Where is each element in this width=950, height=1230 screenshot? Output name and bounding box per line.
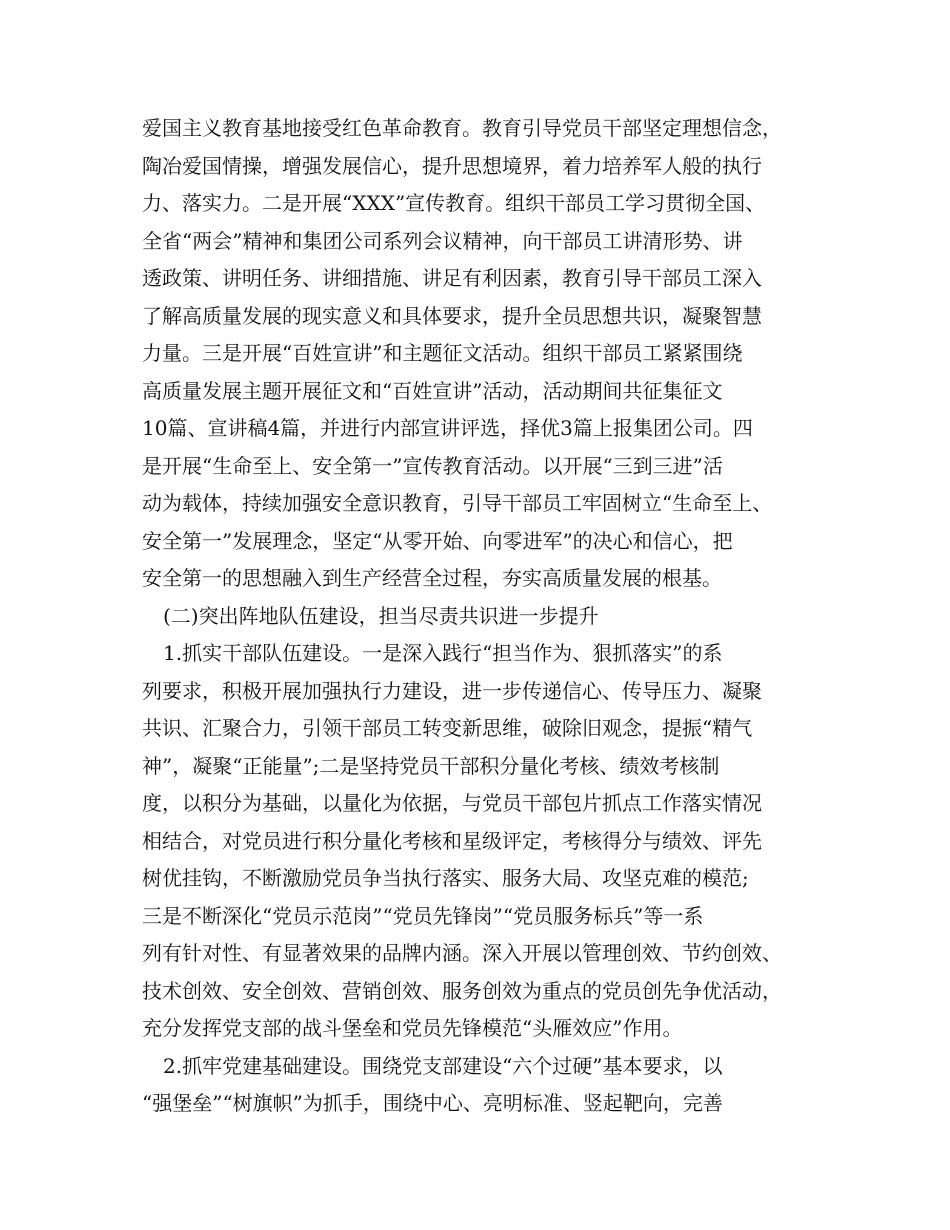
document-line: 力量。三是开展“百姓宣讲”和主题征文活动。组织干部员工紧紧围绕 (142, 341, 743, 365)
document-line: 相结合，对党员进行积分量化考核和星级评定，考核得分与绩效、评先 (142, 828, 762, 853)
document-line: 透政策、讲明任务、讲细措施、讲足有利因素，教育引导干部员工深入 (142, 266, 762, 290)
document-line: 动为载体，持续加强安全意识教育，引导干部员工牢固树立“生命至上、 (142, 491, 773, 515)
document-line: 全省“两会”精神和集团公司系列会议精神，向干部员工讲清形势、讲 (142, 228, 743, 253)
document-line: 2.抓牢党建基础建设。围绕党支部建设“六个过硬”基本要求，以 (163, 1053, 723, 1078)
document-line: 树优挂钩，不断激励党员争当执行落实、服务大局、攻坚克难的模范; (142, 866, 749, 890)
document-line: 安全第一的思想融入到生产经营全过程，夯实高质量发展的根基。 (142, 566, 722, 590)
document-line: 10篇、宣讲稿4篇，并进行内部宣讲评选，择优3篇上报集团公司。四 (142, 416, 753, 440)
document-line: 充分发挥党支部的战斗堡垒和党员先锋模范“头雁效应”作用。 (142, 1016, 683, 1040)
document-line: 神”，凝聚“正能量”;二是坚持党员干部积分量化考核、绩效考核制 (142, 753, 720, 778)
document-line: 是开展“生命至上、安全第一”宣传教育活动。以开展“三到三进”活 (142, 453, 723, 478)
document-line: 力、落实力。二是开展“XXX”宣传教育。组织干部员工学习贯彻全国、 (142, 191, 766, 215)
document-line: 了解高质量发展的现实意义和具体要求，提升全员思想共识，凝聚智慧 (142, 303, 762, 328)
document-line: 列有针对性、有显著效果的品牌内涵。深入开展以管理创效、节约创效、 (142, 941, 782, 965)
document-line: 共识、汇聚合力，引领干部员工转变新思维，破除旧观念，提振“精气 (142, 716, 753, 740)
document-line: 技术创效、安全创效、营销创效、服务创效为重点的党员创先争优活动， (142, 978, 782, 1003)
document-line: 度，以积分为基础，以量化为依据，与党员干部包片抓点工作落实情况 (142, 791, 762, 815)
document-line: 三是不断深化“党员示范岗”“党员先锋岗”“党员服务标兵”等一系 (142, 903, 704, 928)
document-line: 1.抓实干部队伍建设。一是深入践行“担当作为、狠抓落实”的系 (163, 641, 723, 665)
document-body (142, 110, 832, 1123)
document-line: 爱国主义教育基地接受红色革命教育。教育引导党员干部坚定理想信念， (142, 116, 782, 140)
document-line: 高质量发展主题开展征文和“百姓宣讲”活动，活动期间共征集征文 (142, 378, 723, 403)
document-line: 列要求，积极开展加强执行力建设，进一步传递信心、传导压力、凝聚 (142, 678, 762, 703)
document-line: 陶冶爱国情操，增强发展信心，提升思想境界，着力培养军人般的执行 (142, 153, 762, 178)
document-line: “强堡垒”“树旗帜”为抓手，围绕中心、亮明标准、竖起靶向，完善 (142, 1091, 723, 1115)
document-line: (二)突出阵地队伍建设，担当尽责共识进一步提升 (163, 603, 599, 628)
document-line: 安全第一”发展理念，坚定“从零开始、向零进军”的决心和信心，把 (142, 528, 733, 553)
